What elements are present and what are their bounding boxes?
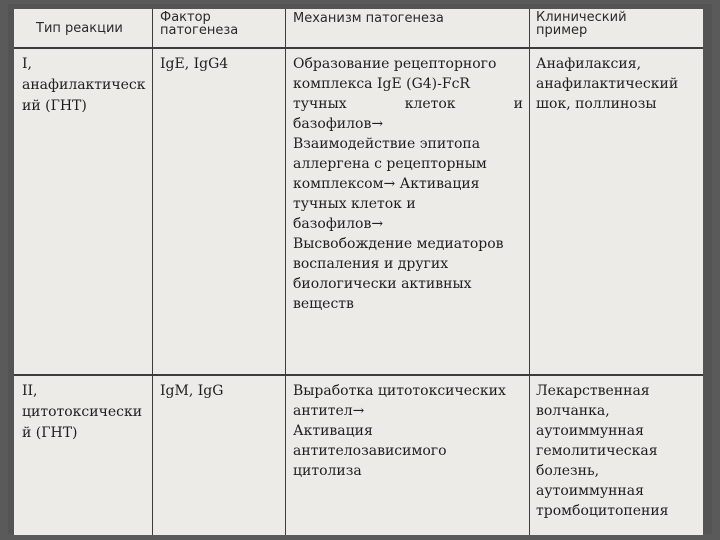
row2-type-line: й (ГНТ)	[22, 425, 78, 441]
row2-type-line: цитотоксически	[22, 404, 143, 420]
row2-example-line: гемолитическая	[536, 443, 658, 459]
row1-factor-cell: IgE, IgG4	[160, 56, 229, 72]
row1-example-line: анафилактический	[536, 76, 679, 92]
row1-mechanism-line: Высвобождение медиаторов	[293, 236, 504, 252]
row1-example-line: шок, поллинозы	[536, 96, 657, 112]
table-rule-row1	[14, 374, 703, 376]
header-example-line2: пример	[536, 23, 588, 38]
table-divider-col1	[152, 9, 153, 535]
row1-mechanism-line: базофилов→	[293, 116, 384, 132]
row1-example-line: Анафилаксия,	[536, 56, 642, 72]
row1-mechanism-line: воспаления и других	[293, 256, 449, 272]
row2-example-line: болезнь,	[536, 463, 600, 479]
header-example-line1: Клинический	[536, 10, 627, 25]
row1-type-line: I,	[22, 56, 32, 72]
row1-mechanism-line: Образование рецепторного	[293, 56, 497, 72]
row1-mechanism-line: тучных клеток и	[293, 196, 416, 212]
row2-example-line: аутоиммунная	[536, 423, 644, 439]
header-clinical-example	[536, 11, 627, 37]
row1-type-line: анафилактическ	[22, 77, 146, 93]
table-divider-col2	[285, 9, 286, 535]
row2-factor-cell: IgM, IgG	[160, 383, 224, 399]
row1-mechanism-line: биологически активных	[293, 276, 472, 292]
header-factor-line2: патогенеза	[160, 23, 239, 38]
row2-mechanism-line: антителозависимого	[293, 443, 447, 459]
row2-mechanism-line: цитолиза	[293, 463, 362, 479]
row1-mechanism-line: комплекса IgE (G4)-FcR	[293, 76, 470, 92]
row2-example-line: Лекарственная	[536, 383, 650, 399]
row1-mechanism-line: тучных клеток и	[293, 96, 523, 112]
table-sheet	[14, 9, 703, 535]
row2-type-line: II,	[22, 383, 38, 399]
row2-example-line: аутоиммунная	[536, 483, 644, 499]
table-divider-col3	[529, 9, 530, 535]
row2-type-cell	[22, 381, 142, 444]
row1-mechanism-line: аллергена с рецепторным	[293, 156, 487, 172]
row1-mechanism-line: Взаимодействие эпитопа	[293, 136, 481, 152]
row1-type-cell	[22, 54, 146, 117]
row1-mechanism-line: веществ	[293, 296, 354, 312]
row2-example-cell	[536, 381, 669, 521]
row2-mechanism-line: Активация	[293, 423, 373, 439]
row2-example-line: волчанка,	[536, 403, 610, 419]
header-mechanism: Механизм патогенеза	[293, 11, 444, 26]
row1-type-line: ий (ГНТ)	[22, 98, 87, 114]
row2-mechanism-line: Выработка цитотоксических	[293, 383, 506, 399]
header-factor-line1: Фактор	[160, 10, 211, 25]
row2-example-line: тромбоцитопения	[536, 503, 669, 519]
row1-example-cell	[536, 54, 678, 114]
row2-mechanism-cell	[293, 381, 523, 481]
row1-mechanism-line: базофилов→	[293, 216, 384, 232]
table-rule-header	[14, 47, 703, 49]
row2-mechanism-line: антител→	[293, 403, 365, 419]
row1-mechanism-cell	[293, 54, 523, 314]
header-pathogenesis-factor	[160, 11, 238, 37]
header-reaction-type: Тип реакции	[36, 21, 123, 36]
row1-mechanism-line: комплексом→ Активация	[293, 176, 480, 192]
